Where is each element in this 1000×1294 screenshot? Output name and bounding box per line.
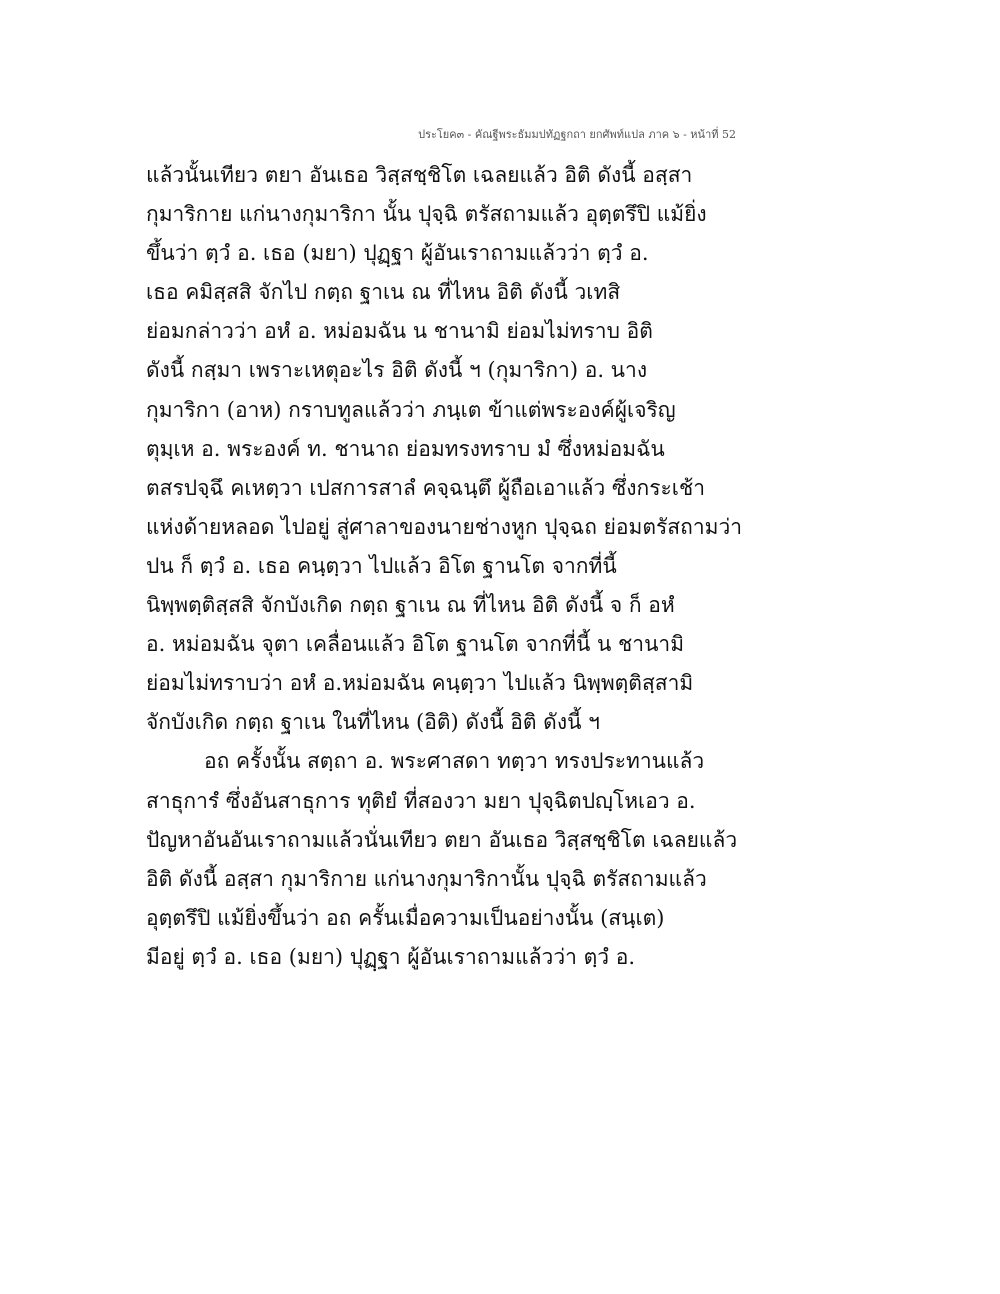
page-header: ประโยค๓ - คัณฐีพระธัมมปทัฏฐกถา ยกศัพท์แปล ภาค ๖ - หน้าที่ 52	[418, 128, 736, 141]
text-line: ย่อมกล่าวว่า อหํ อ. หม่อมฉัน น ชานามิ ย่อมไม่ทราบ อิติ	[146, 319, 653, 344]
text-line: อิติ ดังนี้ อสฺสา กุมาริกาย แก่นางกุมาริกานั้น ปุจฺฉิ ตรัสถามแล้ว	[146, 866, 707, 891]
text-line: แห่งด้ายหลอด ไปอยู่ สู่ศาลาของนายช่างหูก ปุจฺฉถ ย่อมตรัสถามว่า	[146, 514, 743, 539]
text-line: ปัญหาอันอันเราถามแล้วนั่นเทียว ตยา อันเธอ วิสฺสชฺชิโต เฉลยแล้ว	[146, 827, 738, 852]
text-line: ตสรปจฺฉึ คเหตฺวา เปสการสาลํ คจฺฉนฺตึ ผู้ถือเอาแล้ว ซึ่งกระเช้า	[146, 475, 705, 500]
text-line: ตุมฺเห อ. พระองค์ ท. ชานาถ ย่อมทรงทราบ มํ ซึ่งหม่อมฉัน	[146, 436, 665, 461]
body-text	[146, 156, 746, 977]
text-line: กุมาริกาย แก่นางกุมาริกา นั้น ปุจฺฉิ ตรัสถามแล้ว อุตฺตรึปิ แม้ยิ่ง	[146, 202, 707, 227]
text-line: แล้วนั้นเทียว ตยา อันเธอ วิสฺสชฺชิโต เฉลยแล้ว อิติ ดังนี้ อสฺสา	[146, 163, 693, 187]
text-line: เธอ คมิสฺสสิ จักไป กตฺถ ฐาเน ณ ที่ไหน อิติ ดังนี้ วเทสิ	[146, 280, 621, 305]
text-line: ปน ก็ ตฺวํ อ. เธอ คนฺตฺวา ไปแล้ว อิโต ฐานโต จากที่นี้	[146, 553, 617, 578]
text-line: กุมาริกา (อาห) กราบทูลแล้วว่า ภนฺเต ข้าแต่พระองค์ผู้เจริญ	[146, 397, 676, 422]
text-line: อถ ครั้งนั้น สตฺถา อ. พระศาสดา ทตฺวา ทรงประทานแล้ว	[204, 749, 705, 774]
text-line: นิพฺพตฺติสฺสสิ จักบังเกิด กตฺถ ฐาเน ณ ที่ไหน อิติ ดังนี้ จ ก็ อหํ	[146, 593, 675, 618]
text-line: ย่อมไม่ทราบว่า อหํ อ.หม่อมฉัน คนฺตฺวา ไปแล้ว นิพฺพตฺติสฺสามิ	[146, 671, 694, 696]
text-line: สาธุการํ ซึ่งอันสาธุการ ทุติยํ ที่สองวา มยา ปุจฺฉิตปญฺโหเอว อ.	[146, 788, 696, 813]
text-line: ดังนี้ กสฺมา เพราะเหตุอะไร อิติ ดังนี้ ฯ (กุมาริกา) อ. นาง	[146, 358, 648, 383]
text-line: จักบังเกิด กตฺถ ฐาเน ในที่ไหน (อิติ) ดังนี้ อิติ ดังนี้ ฯ	[146, 710, 600, 735]
text-line: มีอยู่ ตฺวํ อ. เธอ (มยา) ปุฏฺฐา ผู้อันเราถามแล้วว่า ตฺวํ อ.	[146, 944, 635, 969]
text-line: อ. หม่อมฉัน จุตา เคลื่อนแล้ว อิโต ฐานโต จากที่นี้ น ชานามิ	[146, 632, 685, 657]
text-line: อุตฺตรึปิ แม้ยิ่งขึ้นว่า อถ ครั้นเมื่อความเป็นอย่างนั้น (สนฺเต)	[146, 905, 665, 930]
text-line: ขึ้นว่า ตฺวํ อ. เธอ (มยา) ปุฏฺฐา ผู้อันเราถามแล้วว่า ตฺวํ อ.	[146, 241, 649, 266]
